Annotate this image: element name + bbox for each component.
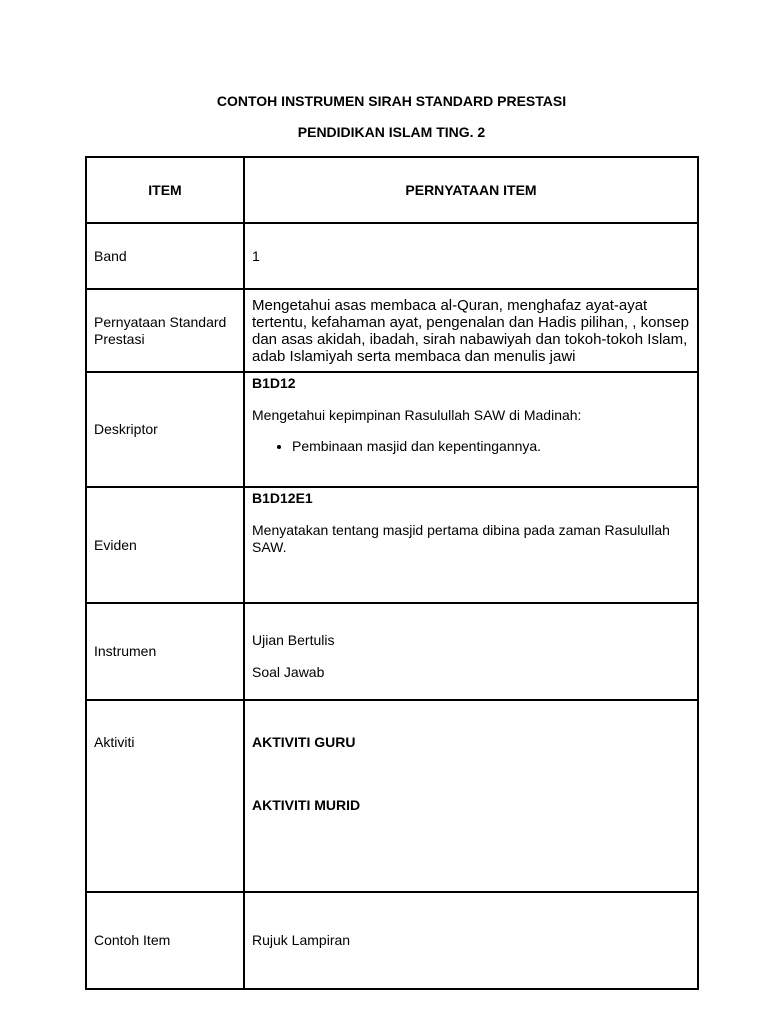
activity-student: AKTIVITI MURID xyxy=(252,797,361,813)
standard-value: Mengetahui asas membaca al-Quran, menghafaz ayat-ayat tertentu, kefahaman ayat, pengenalan dan Hadis pilihan, , konsep dan asas akidah, ibadah, sirah nabawiyah dan tokoh-tokoh Islam, adab Islamiyah serta membaca dan menulis jawi xyxy=(244,289,698,372)
activity-teacher: AKTIVITI GURU xyxy=(252,734,356,750)
descriptor-cell xyxy=(244,372,698,487)
row-descriptor xyxy=(86,372,698,487)
evidence-text: Menyatakan tentang masjid pertama dibina pada zaman Rasulullah SAW. xyxy=(252,522,670,555)
activity-label: Aktiviti xyxy=(86,700,244,892)
standard-label: Pernyataan Standard Prestasi xyxy=(86,289,244,372)
row-activity xyxy=(86,700,698,892)
band-value: 1 xyxy=(244,223,698,289)
header-item: ITEM xyxy=(86,157,244,223)
header-row xyxy=(86,157,698,223)
row-standard xyxy=(86,289,698,372)
activity-cell xyxy=(244,700,698,892)
row-evidence xyxy=(86,487,698,603)
example-value: Rujuk Lampiran xyxy=(244,892,698,989)
row-instrument xyxy=(86,603,698,700)
document-title: CONTOH INSTRUMEN SIRAH STANDARD PRESTASI xyxy=(216,93,567,109)
example-label: Contoh Item xyxy=(86,892,244,989)
evidence-cell xyxy=(244,487,698,603)
band-label: Band xyxy=(86,223,244,289)
document-subtitle: PENDIDIKAN ISLAM TING. 2 xyxy=(297,124,486,140)
instrument-label: Instrumen xyxy=(86,603,244,700)
descriptor-list xyxy=(252,438,690,455)
instrument-cell xyxy=(244,603,698,700)
descriptor-label: Deskriptor xyxy=(86,372,244,487)
descriptor-text: Mengetahui kepimpinan Rasulullah SAW di Madinah: xyxy=(252,407,582,423)
evidence-code: B1D12E1 xyxy=(252,490,313,506)
descriptor-code: B1D12 xyxy=(252,375,296,391)
instrument-line2: Soal Jawab xyxy=(252,664,325,680)
instrument-line1: Ujian Bertulis xyxy=(252,632,335,648)
instrument-table xyxy=(85,156,699,990)
evidence-label: Eviden xyxy=(86,487,244,603)
descriptor-bullet: • Pembinaan masjid dan kepentingannya. xyxy=(292,438,690,455)
row-example xyxy=(86,892,698,989)
header-statement: PERNYATAAN ITEM xyxy=(244,157,698,223)
row-band xyxy=(86,223,698,289)
